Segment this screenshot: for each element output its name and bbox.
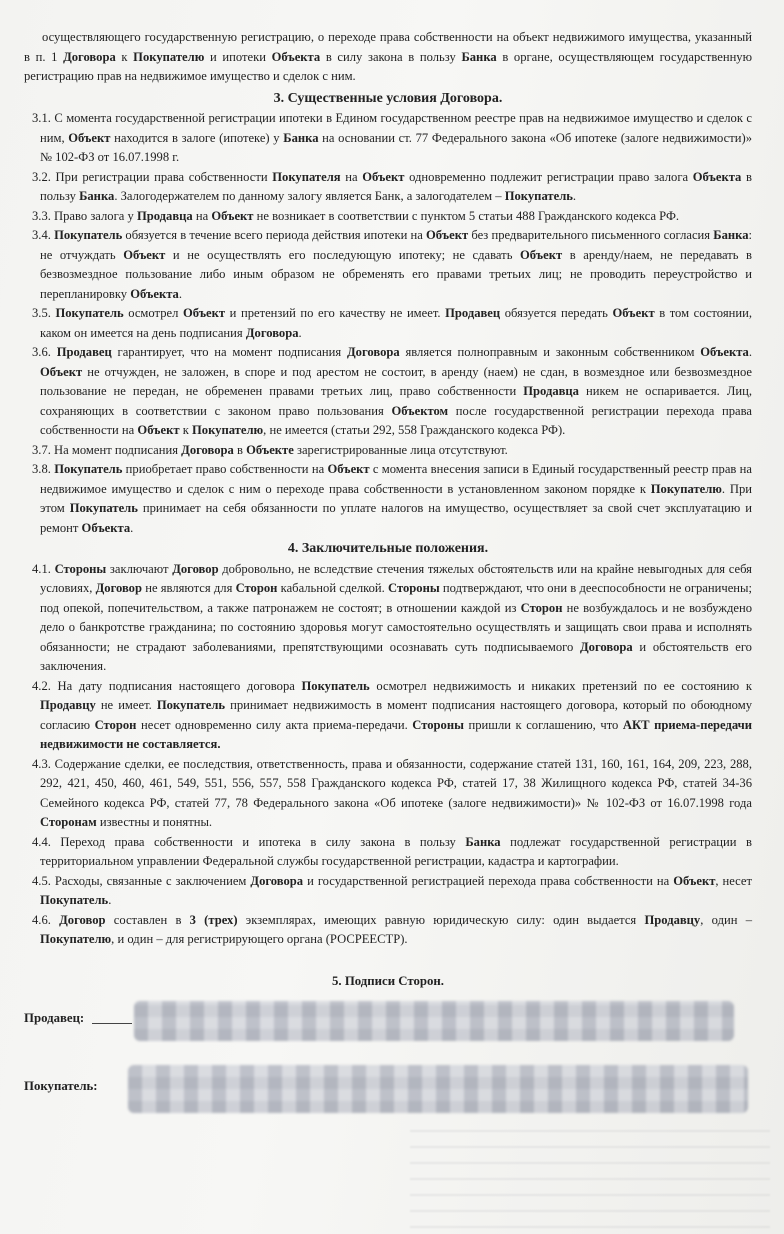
clause: 3.6. Продавец гарантирует, что на момент подписания Договора является полноправным и законным собственником Объекта. Объект не отчужден, не заложен, в споре и под арестом не состоит, в аренду (наем) не сдан, в возмездное или безвозмездное пользование не передан, не обременен правами третьих лиц, право собственности Продавца никем не оспаривается. Лиц, сохраняющих в соответствии с законом право пользования Объектом после государственной регистрации перехода права собственности на Объект к Покупателю, не имеется (статьи 292, 558 Гражданского кодекса РФ).	[32, 345, 753, 437]
seller-signature-redacted	[134, 1001, 734, 1041]
clause: 3.3. Право залога у Продавца на Объект не возникает в соответствии с пунктом 5 статьи 488 Гражданского кодекса РФ.	[32, 208, 680, 223]
section-3-heading: 3. Существенные условия Договора.	[273, 90, 503, 106]
seller-signature-row	[24, 1001, 752, 1059]
clause: 3.7. На момент подписания Договора в Объекте зарегистрированные лица отсутствуют.	[32, 442, 508, 457]
section-4-heading: 4. Заключительные положения.	[287, 541, 489, 556]
buyer-label: Покупатель:	[24, 1079, 98, 1093]
section-3-clauses	[24, 109, 752, 538]
clause: 3.2. При регистрации права собственности Покупателя на Объект одновременно подлежит регистрации право залога Объекта в пользу Банка. Залогодержателем по данному залогу является Банк, а залогодателем – Покупатель.	[32, 169, 752, 203]
clause: 4.2. На дату подписания настоящего договора Покупатель осмотрел недвижимость и никаких претензий по ее состоянию к Продавцу не имеет. Покупатель принимает недвижимость в момент подписания настоящего договора, который по обоюдному согласию Сторон несет одновременно силу акта приема-передачи. Стороны пришли к соглашению, что АКТ приема-передачи недвижимости не составляется.	[32, 678, 753, 751]
seller-label: Продавец:	[24, 1011, 85, 1025]
bleed-through-text	[410, 1118, 770, 1228]
seller-signature-line	[92, 1023, 132, 1024]
clause: 3.5. Покупатель осмотрел Объект и претензий по его качеству не имеет. Продавец обязуется передать Объект в том состоянии, каком он имеется на день подписания Договора.	[32, 306, 752, 340]
clause: 3.1. С момента государственной регистрации ипотеки в Едином государственном реестре прав на недвижимое имущество и сделок с ним, Объект находится в залоге (ипотеке) у Банка на основании ст. 77 Федерального закона «Об ипотеке (залоге недвижимости)» № 102-ФЗ от 16.07.1998 г.	[32, 111, 752, 164]
section-4-clauses	[24, 560, 752, 950]
clause: 3.4. Покупатель обязуется в течение всего периода действия ипотеки на Объект без предварительного письменного согласия Банка: не отчуждать Объект и не осуществлять его последующую ипотеку; не сдавать Объект в аренду/наем, не передавать в безвозмездное пользование либо иным образом не обременять его правами третьих лиц; не проводить переустройство и перепланировку Объекта.	[32, 228, 752, 301]
clause: 4.1. Стороны заключают Договор добровольно, не вследствие стечения тяжелых обстоятельств или на крайне невыгодных для себя условиях, Договор не являются для Сторон кабальной сделкой. Стороны подтверждают, что они в дееспособности не ограничены; под опекой, попечительством, а также патронажем не состоят; в отношении каждой из Сторон не возбуждалось и не возбуждено дело о банкротстве гражданина; по состоянию здоровья могут самостоятельно осуществлять и защищать свои права и исполнять обязанности; не страдают заболеваниями, препятствующими осознавать суть подписываемого Договора и обстоятельств его заключения.	[32, 561, 752, 673]
clause: 3.8. Покупатель приобретает право собственности на Объект с момента внесения записи в Единый государственный реестр прав на недвижимое имущество и сделок с ним о переходе права собственности в установленном законом порядке к Покупателю. При этом Покупатель принимает на себя обязанности по уплате налогов на имущество, осуществляет за свой счет эксплуатацию и ремонт Объекта.	[32, 462, 752, 535]
section-5-heading: 5. Подписи Сторон.	[332, 973, 444, 988]
clause: 4.6. Договор составлен в 3 (трех) экземплярах, имеющих равную юридическую силу: один выдается Продавцу, один – Покупателю, и один – для регистрирующего органа (РОСРЕЕСТР).	[32, 912, 752, 946]
buyer-signature-redacted	[128, 1065, 748, 1113]
clause: 4.5. Расходы, связанные с заключением Договора и государственной регистрацией перехода права собственности на Объект, несет Покупатель.	[32, 873, 753, 907]
clause: 4.4. Переход права собственности и ипотека в силу закона в пользу Банка подлежат государственной регистрации в территориальном управлении Федеральной службы государственной регистрации, кадастра и картографии.	[32, 834, 752, 868]
clause: 4.3. Содержание сделки, ее последствия, ответственность, права и обязанности, содержание статей 131, 160, 161, 164, 209, 223, 288, 292, 421, 450, 460, 461, 549, 551, 556, 557, 558 Гражданского кодекса РФ, статей 17, 38 Жилищного кодекса РФ, статей 34-36 Семейного кодекса РФ, статей 77, 78 Федерального закона «Об ипотеке (залоге недвижимости)» № 102-ФЗ от 16.07.1998 года Сторонам известны и понятны.	[32, 756, 752, 829]
document-body	[24, 28, 752, 1127]
intro-paragraph: осуществляющего государственную регистрацию, о переходе права собственности на объект недвижимого имущества, указанный в п. 1 Договора к Покупателю и ипотеки Объекта в силу закона в пользу Банка в органе, осуществляющем государственную регистрацию прав на недвижимое имущество и сделок с ним.	[24, 30, 753, 83]
